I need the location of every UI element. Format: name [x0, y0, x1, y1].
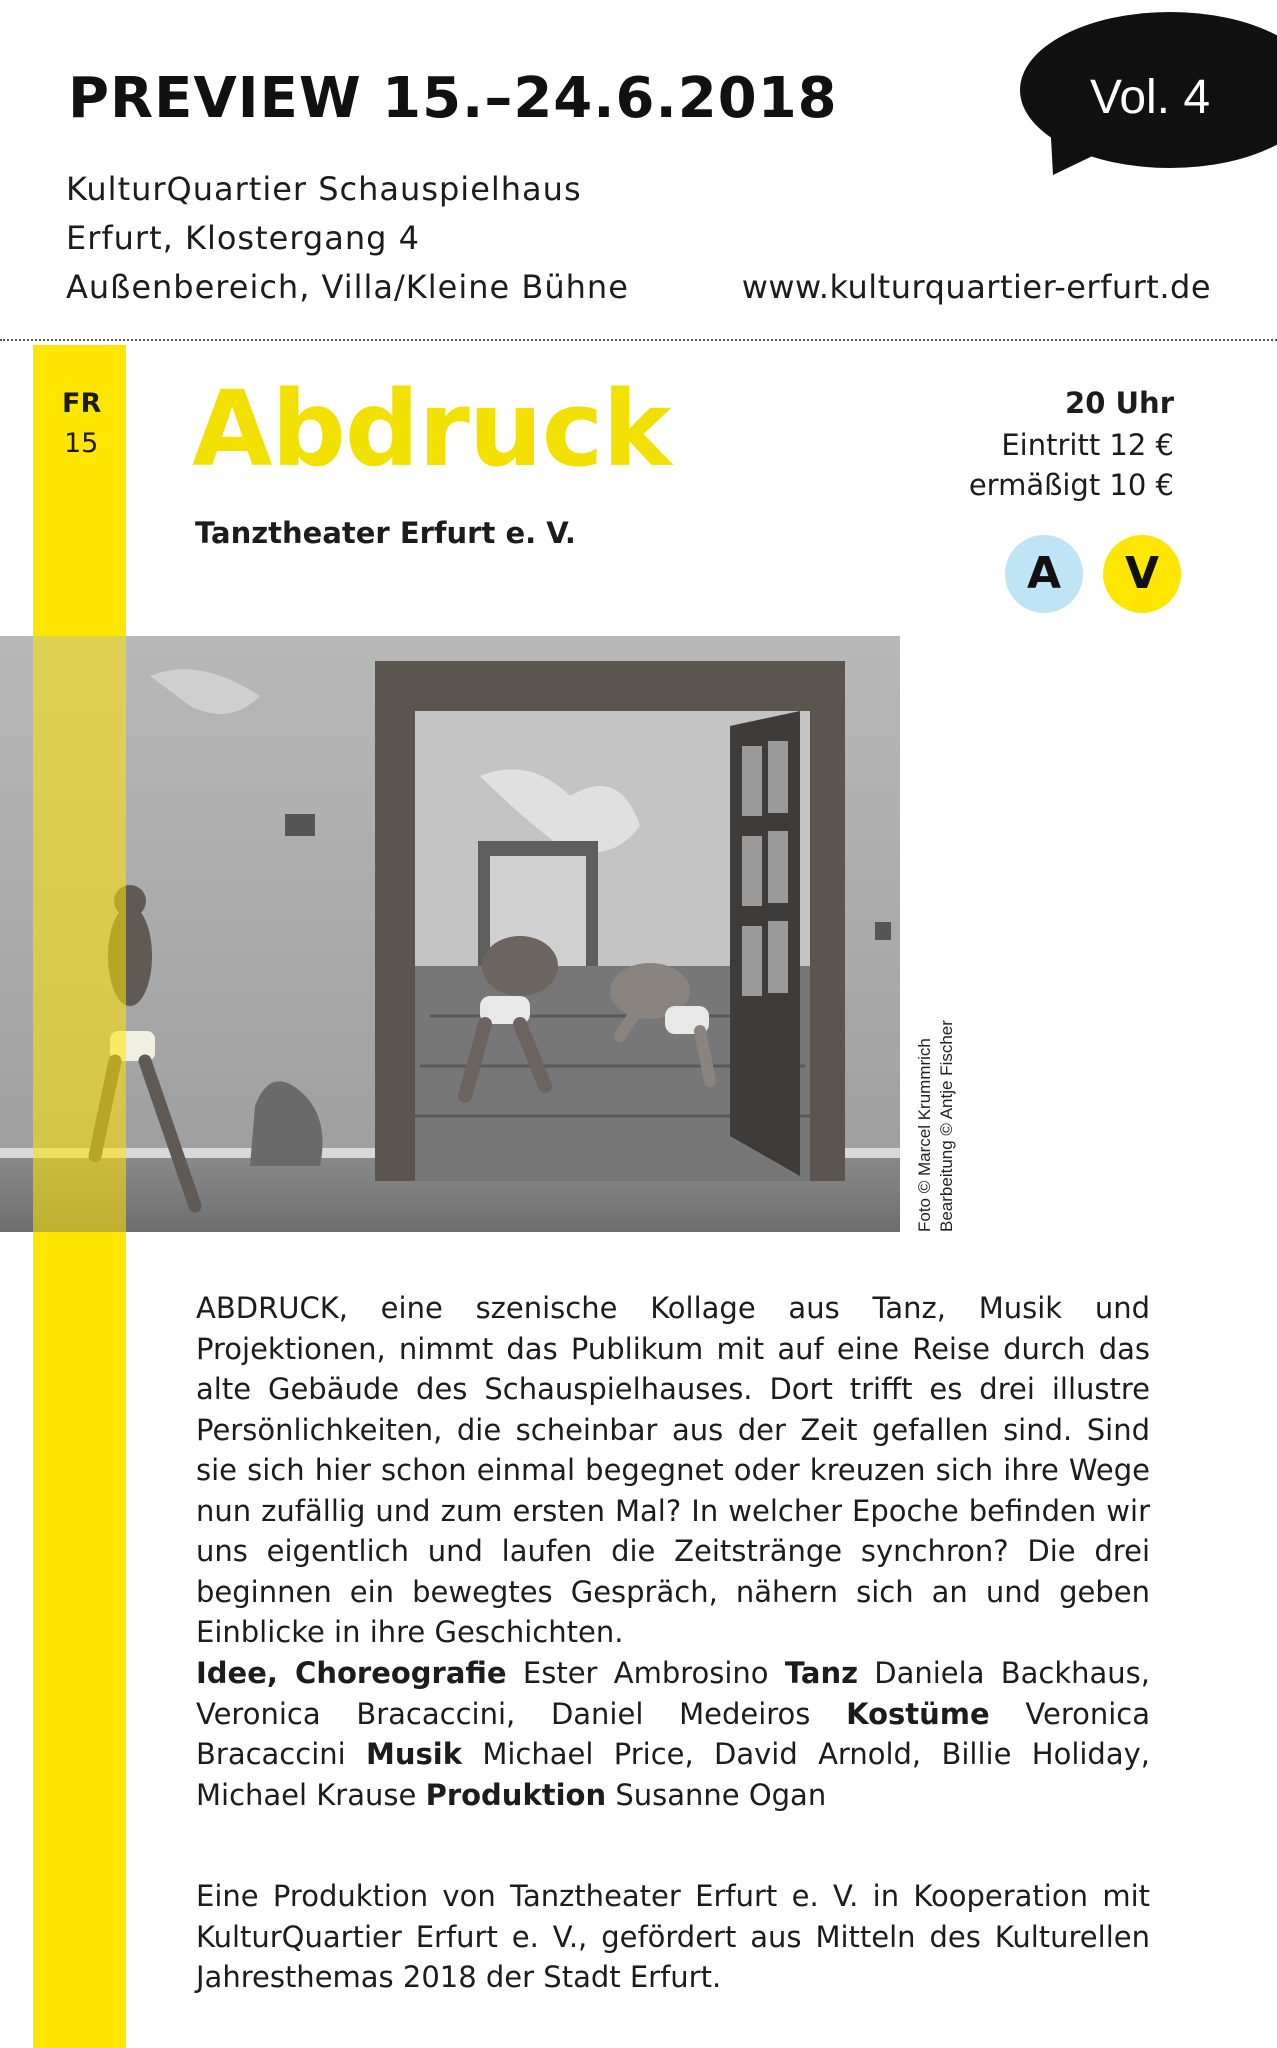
- event-company: Tanztheater Erfurt e. V.: [195, 516, 576, 550]
- event-time: 20 Uhr: [1065, 386, 1174, 420]
- credit-role: Kostüme: [846, 1696, 990, 1731]
- credit-role: Tanz: [784, 1656, 858, 1690]
- venue-address: Erfurt, Klostergang 4: [66, 219, 420, 257]
- venue-name: KulturQuartier Schauspielhaus: [66, 170, 582, 208]
- event-weekday: FR: [62, 388, 102, 419]
- credit-names: Michael Price, David Arnold, Billie Holiday, Michael Krause: [196, 1737, 1150, 1812]
- credit-names: Veronica Bracaccini: [196, 1696, 1150, 1771]
- credit-role: Musik: [366, 1737, 463, 1771]
- page-title: PREVIEW 15.–24.6.2018: [68, 66, 838, 131]
- photo-credit-line-1: Foto © Marcel Krummrich: [915, 1038, 934, 1232]
- credit-role: Produktion: [425, 1777, 607, 1812]
- event-day-number: 15: [64, 428, 99, 459]
- photo-credit: [914, 972, 958, 1232]
- event-photo: [0, 636, 900, 1232]
- price-regular: Eintritt 12 €: [1001, 428, 1174, 462]
- credit-names: Susanne Ogan: [615, 1777, 827, 1812]
- credit-role: Idee, Choreografie: [196, 1656, 507, 1690]
- photo-credit-line-2: Bearbeitung © Antje Fischer: [937, 1020, 956, 1232]
- venue-area: Außenbereich, Villa/Kleine Bühne: [66, 268, 629, 306]
- website-link[interactable]: www.kulturquartier-erfurt.de: [741, 268, 1211, 306]
- event-description: ABDRUCK, eine szenische Kollage aus Tanz, Musik und Projektionen, nimmt das Publikum mit auf eine Reise durch das alte Gebäude des Schauspielhauses. Dort trifft es drei illustre Persönlichkeiten, die scheinbar aus der Zeit gefallen sind. Sind sie sich hier schon einmal begegnet oder kreuzen sich ihre Wege nun zufällig und zum ersten Mal? In welcher Epoche befinden wir uns eigentlich und laufen die Zeitstränge synchron? Die drei beginnen ein bewegtes Gespräch, nähern sich an und geben Einblicke in ihre Geschichten.: [196, 1291, 1150, 1649]
- venue-badge-v: V: [1103, 535, 1181, 613]
- venue-badge-a: A: [1005, 535, 1083, 613]
- volume-label: Vol. 4: [1089, 71, 1211, 124]
- price-reduced: ermäßigt 10 €: [968, 468, 1174, 502]
- credit-names: Daniela Backhaus, Veronica Bracaccini, Daniel Medeiros: [196, 1656, 1150, 1731]
- credit-names: Ester Ambrosino: [522, 1656, 769, 1690]
- production-note: Eine Produktion von Tanztheater Erfurt e. V. in Kooperation mit KulturQuartier Erfurt e. V., gefördert aus Mitteln des Kulturellen Jahresthemas 2018 der Stadt Erfurt.: [196, 1879, 1150, 1994]
- event-credits: [196, 1653, 1150, 1815]
- event-title: Abdruck: [192, 368, 671, 490]
- dotted-divider: [0, 339, 1277, 341]
